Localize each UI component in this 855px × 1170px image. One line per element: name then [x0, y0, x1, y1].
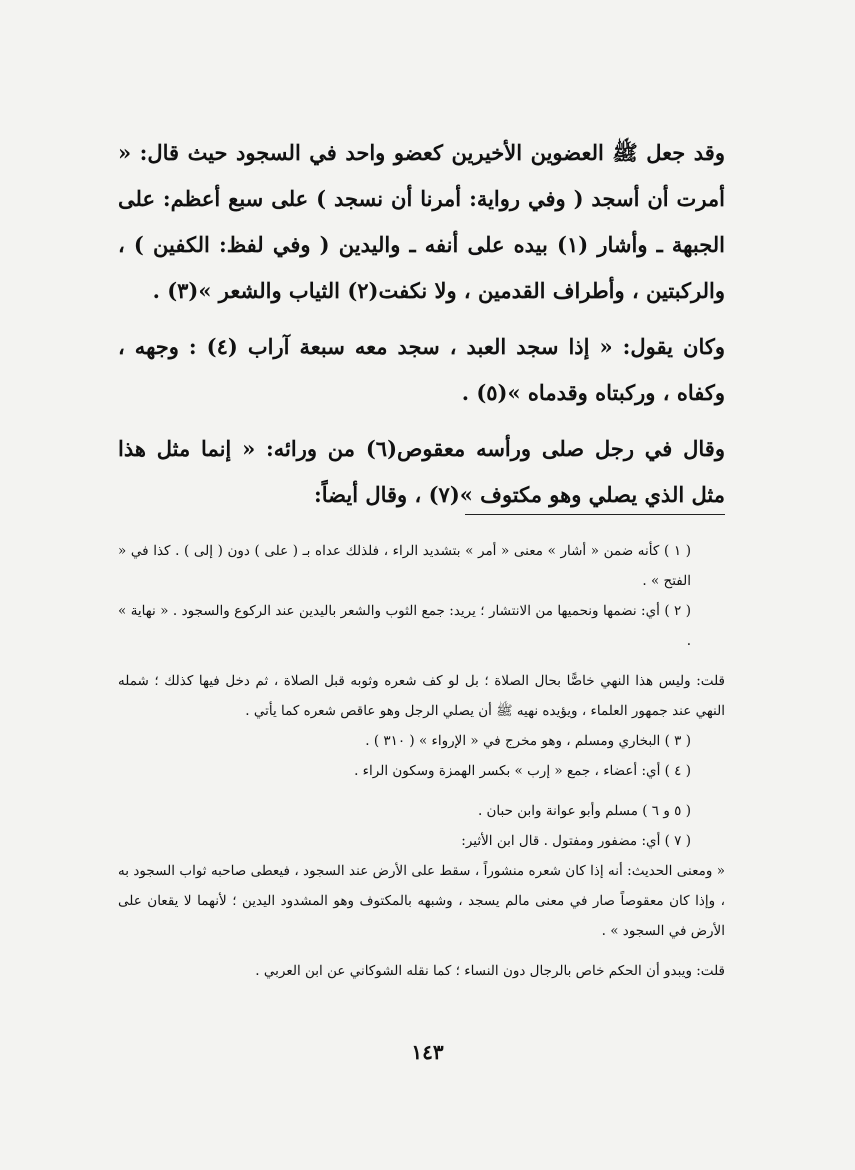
author-note-2: قلت: ويبدو أن الحكم خاص بالرجال دون النساء ؛ كما نقله الشوكاني عن ابن العربي .: [255, 963, 725, 979]
main-text: [118, 130, 725, 518]
footnote-1: ( ١ ) كأنه ضمن « أشار » معنى « أمر » بتشديد الراء ، فلذلك عداه بـ ( على ) دون ( إلى ) . كذا في « الفتح » .: [118, 543, 691, 589]
footnote-3: ( ٣ ) البخاري ومسلم ، وهو مخرج في « الإرواء » ( ٣١٠ ) .: [365, 733, 691, 749]
footnote-2: ( ٢ ) أي: نضمها ونحميها من الانتشار ؛ يريد: جمع الثوب والشعر باليدين عند الركوع والسجود . « نهاية » .: [118, 603, 691, 649]
footnotes: [118, 536, 725, 986]
footnote-divider: [465, 514, 725, 515]
main-paragraph-1: وقد جعل ﷺ العضوين الأخيرين كعضو واحد في السجود حيث قال: « أمرت أن أسجد ( وفي رواية: أمرنا أن نسجد ) على سبع أعظم: على الجبهة ـ وأشار (١) بيده على أنفه ـ واليدين ( وفي لفظ: الكفين ) ، والركبتين ، وأطراف القدمين ، ولا نكفت(٢) الثياب والشعر »(٣) .: [118, 140, 725, 303]
main-paragraph-3: وقال في رجل صلى ورأسه معقوص(٦) من ورائه: « إنما مثل هذا مثل الذي يصلي وهو مكتوف »(٧) ، وقال أيضاً:: [118, 436, 725, 507]
main-paragraph-2: وكان يقول: « إذا سجد العبد ، سجد معه سبعة آراب (٤) : وجهه ، وكفاه ، وركبتاه وقدماه »(٥) .: [118, 334, 725, 405]
author-note-1: قلت: وليس هذا النهي خاصًّا بحال الصلاة ؛ بل لو كف شعره وثوبه قبل الصلاة ، ثم دخل فيها كذلك ؛ شمله النهي عند جمهور العلماء ، ويؤيده نهيه ﷺ أن يصلي الرجل وهو عاقص شعره كما يأتي .: [118, 673, 725, 719]
footnote-4: ( ٤ ) أي: أعضاء ، جمع « إرب » بكسر الهمزة وسكون الراء .: [354, 763, 691, 779]
footnote-5-6: ( ٥ و ٦ ) مسلم وأبو عوانة وابن حبان .: [477, 803, 691, 819]
footnote-7: ( ٧ ) أي: مضفور ومفتول . قال ابن الأثير:: [461, 833, 691, 849]
page-number: ١٤٣: [411, 1040, 444, 1064]
ibn-athir-quote: « ومعنى الحديث: أنه إذا كان شعره منشوراً ، سقط على الأرض عند السجود ، فيعطى صاحبه ثواب السجود به ، وإذا كان معقوصاً صار في معنى مالم يسجد ، وشبهه بالمكتوف وهو المشدود اليدين ؛ لأنهما لا يقعان على الأرض في السجود » .: [118, 863, 725, 939]
